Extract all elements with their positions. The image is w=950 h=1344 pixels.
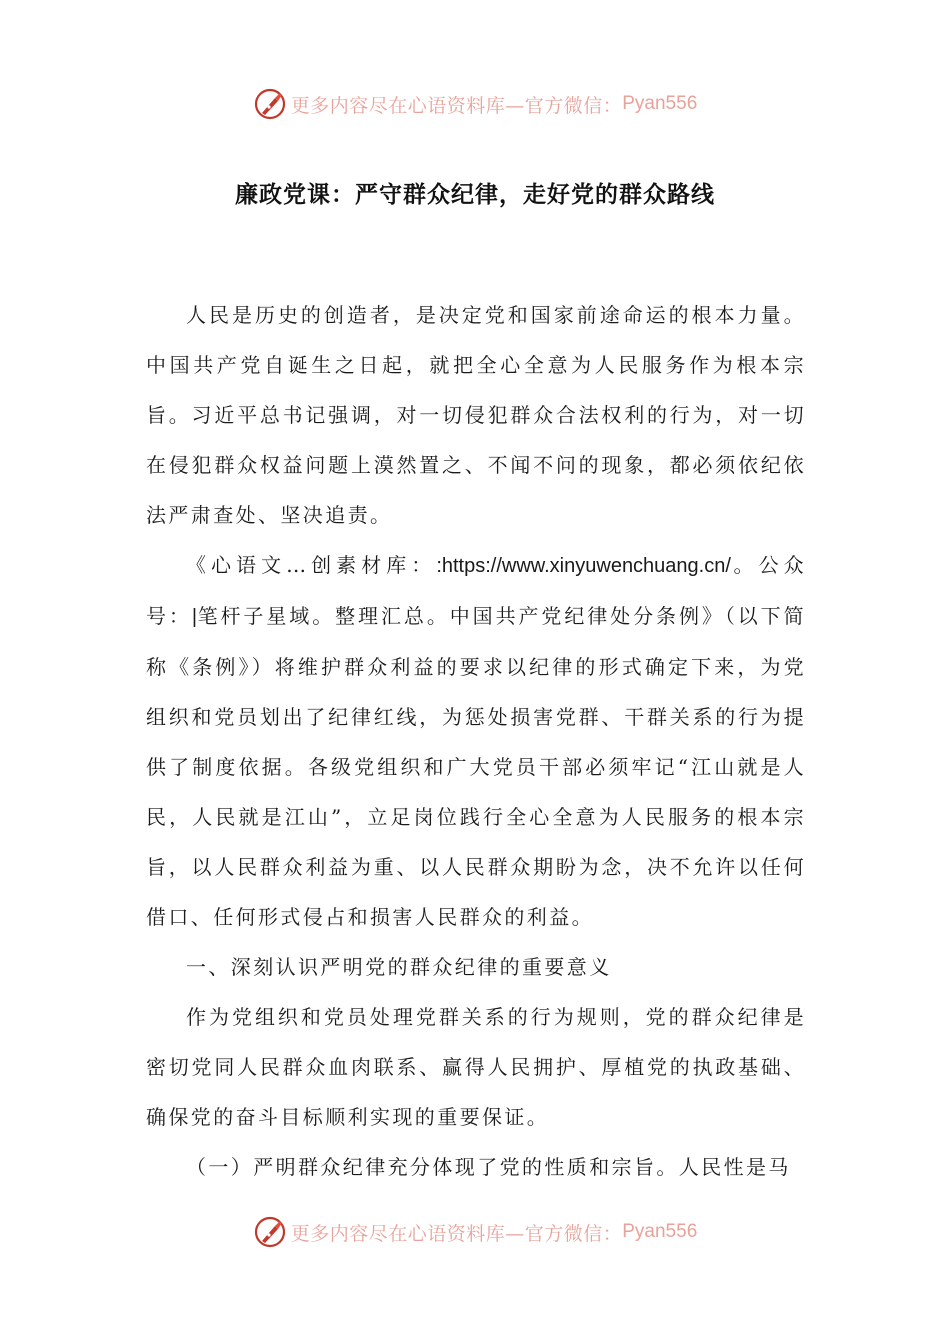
banner-wechat-id: Pyan556 — [622, 93, 698, 114]
pen-nib-logo-icon — [253, 87, 287, 121]
paragraph-bar: | — [191, 606, 198, 628]
pen-nib-logo-icon — [253, 1215, 287, 1249]
section-heading: 一、深刻认识严明党的群众纪律的重要意义 — [186, 955, 612, 979]
paragraph: 人民是历史的创造者，是决定党和国家前途命运的根本力量。中国共产党自诞生之日起，就把全心全意为人民服务作为根本宗旨。习近平总书记强调，对一切侵犯群众合法权利的行为，对一切在侵犯群众权益问题上漠然置之、不闻不问的现象，都必须依纪依法严肃查处、坚决追责。 — [146, 303, 806, 527]
banner-wechat-id: Pyan556 — [622, 1221, 698, 1242]
banner-text: 更多内容尽在心语资料库—官方微信： — [290, 1222, 623, 1245]
paragraph-prefix: 《心语文…创素材库： — [186, 553, 437, 577]
paragraph-suffix: 笔杆子星域。整理汇总。中国共产党纪律处分条例》（以下简称《条例》）将维护群众利益的要求以纪律的形式确定下来，为党组织和党员划出了纪律红线，为惩处损害党群、干群关系的行为提供了制度依据。各级党组织和广大党员干部必须牢记“江山就是人民，人民就是江山”，立足岗位践行全心全意为人民服务的根本宗旨，以人民群众利益为重、以人民群众期盼为念，决不允许以任何借口、任何形式侵占和损害人民群众的利益。 — [146, 604, 806, 929]
header-watermark-banner — [0, 84, 950, 124]
paragraph-middle: 。公众号： — [146, 553, 807, 628]
source-link[interactable]: :https://www.xinyuwenchuang.cn/ — [436, 555, 731, 577]
paragraph: 作为党组织和党员处理党群关系的行为规则，党的群众纪律是密切党同人民群众血肉联系、赢得人民拥护、厚植党的执政基础、确保党的奋斗目标顺利实现的重要保证。 — [146, 1005, 806, 1129]
footer-watermark-banner — [0, 1212, 950, 1252]
document-body — [146, 290, 806, 1192]
paragraph — [146, 540, 806, 942]
banner-text: 更多内容尽在心语资料库—官方微信： — [290, 94, 623, 117]
document-title: 廉政党课：严守群众纪律，走好党的群众路线 — [235, 181, 715, 208]
subsection-heading: （一）严明群众纪律充分体现了党的性质和宗旨。人民性是马 — [186, 1155, 791, 1179]
